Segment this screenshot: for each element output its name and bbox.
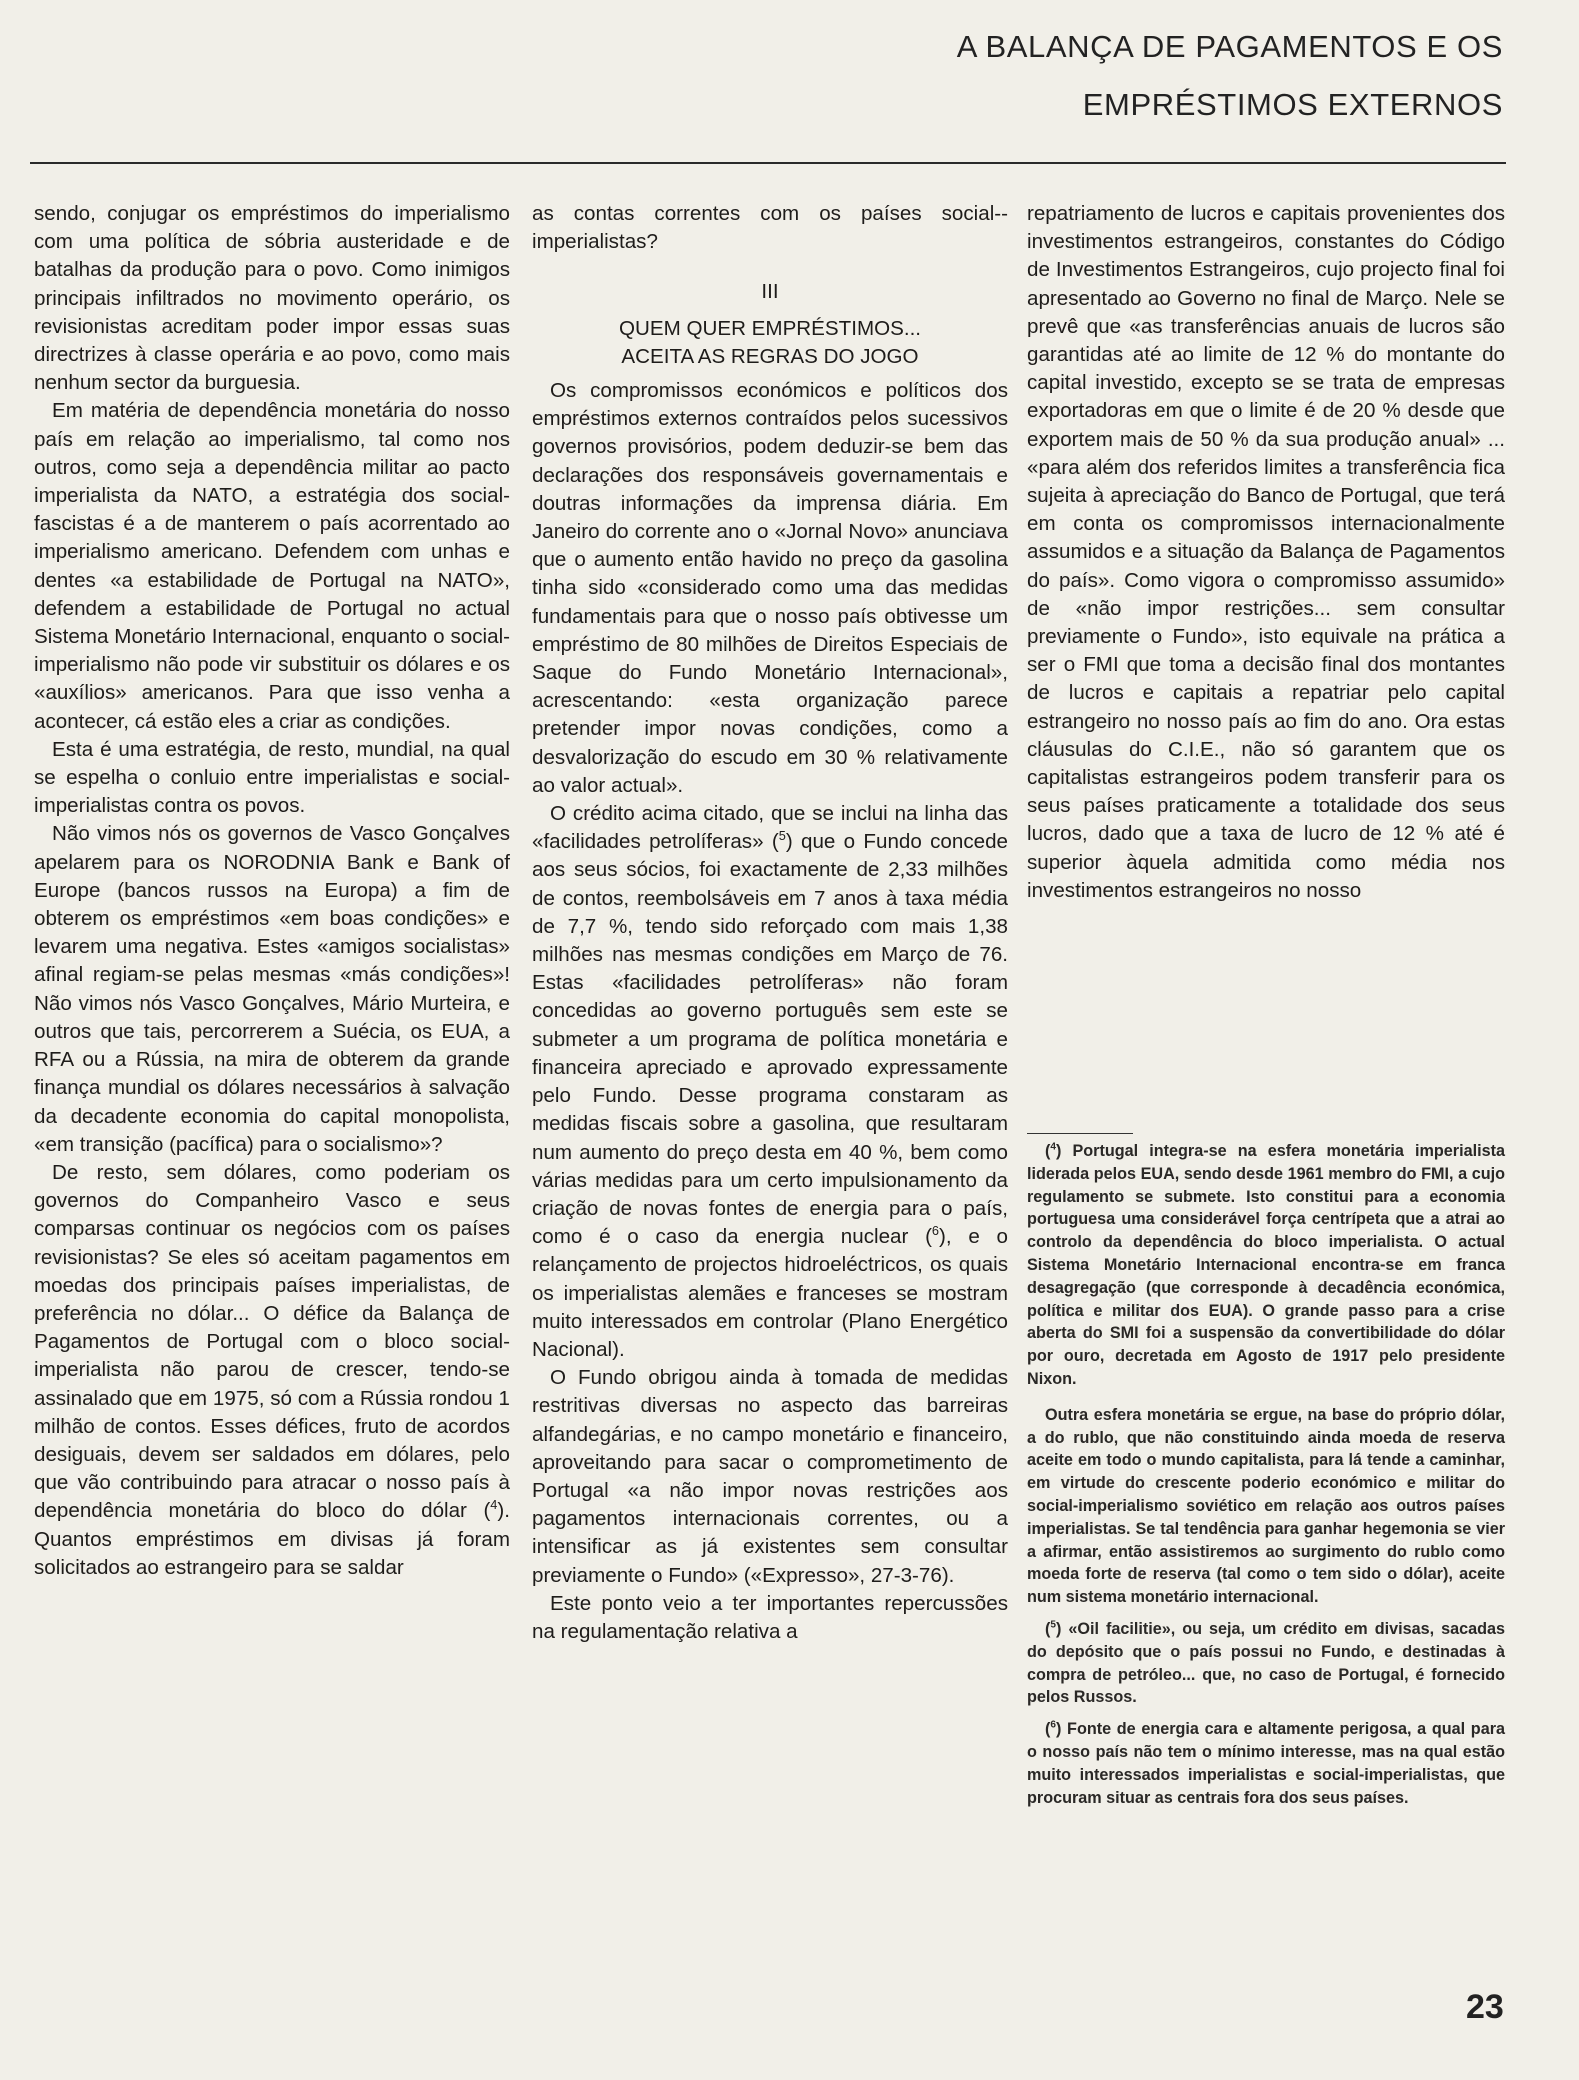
article-title xyxy=(957,18,1503,134)
footnote-rule xyxy=(1027,1133,1133,1134)
paragraph: Os compromissos económicos e políticos dos empréstimos externos contraídos pelos sucessivos governos provisórios, podem deduzir-se bem das declarações dos responsáveis governamentais e doutras informações da imprensa diária. Em Janeiro do corrente ano o «Jornal Novo» anunciava que o aumento então havido no preço da gasolina tinha sido «considerado como uma das medidas fundamentais para que o nosso país obtivesse um empréstimo de 80 milhões de Direitos Especiais de Saque do Fundo Monetário Internacional», acrescentando: «esta organização parece pretender impor novas condições, como a desvalorização do escudo em 30 % relativamente ao valor actual». xyxy=(532,379,1008,797)
paragraph: O Fundo obrigou ainda à tomada de medidas restritivas diversas no aspecto das barreiras alfandegárias, e no campo monetário e financeiro, aproveitando para sacar o comprometimento de Portugal «a não impor novas restrições aos pagamentos internacionais correntes, ou a intensificar as já existentes sem consultar previamente o Fundo» («Expresso», 27-3-76). xyxy=(532,1366,1008,1587)
paragraph: sendo, conjugar os empréstimos do imperialismo com uma política de sóbria austeridade e de batalhas da produção para o povo. Como inimigos principais infiltrados no movimento operário, os revisionistas acreditam poder impor essas suas directrizes à classe operária e ao povo, como mais nenhum sector da burguesia. xyxy=(34,202,510,395)
section-title-line-1: QUEM QUER EMPRÉSTIMOS... xyxy=(618,316,922,340)
footnote-4: ($^4$) Portugal integra-se na esfera monetária imperialista liderada pelos EUA, sendo desde 1961 membro do FMI, a cujo regulamento se submete. Isto constitui para a economia portuguesa uma considerável força centrípeta que a atrai ao controlo da dependência do bloco imperialista. O actual Sistema Monetário Internacional encontra-se em franca desagregação (que corresponde à decadência económica, política e militar dos EUA). O grande passo para a crise aberta do SMI foi a suspensão da convertibilidade do dólar por ouro, decretada em Agosto de 1917 pelo presidente Nixon. xyxy=(1027,1141,1505,1388)
column-2 xyxy=(532,200,1008,1646)
article-title-line-1: A BALANÇA DE PAGAMENTOS E OS xyxy=(956,29,1503,64)
paragraph: De resto, sem dólares, como poderiam os governos do Companheiro Vasco e seus comparsas continuar os negócios com os países revisionistas? Se eles só aceitam pagamentos em moedas dos principais países imperialistas, de preferência no dólar... O défice da Balança de Pagamentos de Portugal com o bloco social-imperialista não parou de crescer, tendo-se assinalado que em 1975, só com a Rússia rondou 1 milhão de contos. Esses défices, fruto de acordos desiguais, devem ser saldados em dólares, pelo que vão contribuindo para atracar o nosso país à dependência monetária do bloco do dólar ($^4$). Quantos empréstimos em divisas já foram solicitados ao estrangeiro para se saldar xyxy=(34,1160,510,1579)
footnote-5: ($^5$) «Oil facilitie», ou seja, um crédito em divisas, sacadas do depósito que o país possui no Fundo, e destinadas à compra de petróleo... que, no caso de Portugal, é fornecido pelos Russos. xyxy=(1027,1619,1505,1707)
section-title-line-2: ACEITA AS REGRAS DO JOGO xyxy=(621,344,919,368)
paragraph: O crédito acima citado, que se inclui na linha das «facilidades petrolíferas» ($^5$) que o Fundo concede aos seus sócios, foi exactamente de 2,33 milhões de contos, reembolsáveis em 7 anos à taxa média de 7,7 %, tendo sido reforçado com mais 1,38 milhões nas mesmas condições em Março de 76. Estas «facilidades petrolíferas» não foram concedidas ao governo português sem este se submeter a um programa de política monetária e financeira apreciado e aprovado expressamente pelo Fundo. Desse programa constaram as medidas fiscais sobre a gasolina, que resultaram num aumento do preço desta em 40 %, bem como várias medidas para um certo impulsionamento da criação de novas fontes de energia para o país, como é o caso da energia nuclear ($^6$), e o relançamento de projectos hidroeléctricos, os quais os imperialistas alemães e franceses se mostram muito interessados em controlar (Plano Energético Nacional). xyxy=(532,802,1008,1361)
column-3 xyxy=(1027,200,1505,905)
footnote-6: ($^6$) Fonte de energia cara e altamente perigosa, a qual para o nosso país não tem o mínimo interesse, mas na qual estão muito interessados imperialistas e social-imperialistas, que procuram situar as centrais fora dos seus países. xyxy=(1027,1719,1505,1807)
column-1 xyxy=(34,200,510,1582)
paragraph: Não vimos nós os governos de Vasco Gonçalves apelarem para os NORODNIA Bank e Bank of Europe (bancos russos na Europa) a fim de obterem os empréstimos «em boas condições» e levarem uma negativa. Estes «amigos socialistas» afinal regiam-se pelas mesmas «más condições»! Não vimos nós Vasco Gonçalves, Mário Murteira, e outros que tais, percorrerem a Suécia, os EUA, a RFA ou a Rússia, na mira de obterem da grande finança mundial os dólares necessários à salvação da decadente economia do capital monopolista, «em transição (pacífica) para o socialismo»? xyxy=(34,822,510,1156)
section-title xyxy=(532,315,1008,371)
section-number: III xyxy=(761,280,779,304)
paragraph: Este ponto veio a ter importantes repercussões na regulamentação relativa a xyxy=(532,1591,1008,1643)
footnotes xyxy=(1027,1140,1505,1818)
paragraph: repatriamento de lucros e capitais provenientes dos investimentos estrangeiros, constantes do Código de Investimentos Estrangeiros, cujo projecto final foi apresentado ao Governo no final de Março. Nele se prevê que «as transferências anuais de lucros são garantidas até ao limite de 12 % do montante do capital investido, excepto se se trata de empresas exportadoras em que o limite é de 20 % desde que exportem mais de 50 % da sua produção anual» ... «para além dos referidos limites a transferência fica sujeita à apreciação do Banco de Portugal, que terá em conta os compromissos internacionalmente assumidos e a situação da Balança de Pagamentos do país». Como vigora o compromisso assumido» de «não impor restrições... sem consultar previamente o Fundo», isto equivale na prática a ser o FMI que toma a decisão final dos montantes de lucros e capitais a repatriar pelo capital estrangeiro no nosso país ao fim do ano. Ora estas cláusulas do C.I.E., não só garantem que os capitalistas estrangeiros podem transferir para os seus países praticamente a totalidade dos seus lucros, dado que a taxa de lucro de 12 % até é superior àquela admitida como média nos investimentos estrangeiros no nosso xyxy=(1027,202,1505,902)
footnote-4-continued: Outra esfera monetária se ergue, na base do próprio dólar, a do rublo, que não constituindo ainda moeda de reserva aceite em todo o mundo capitalista, para lá tende a caminhar, em virtude do crescente poderio económico e militar do social-imperialismo soviético em relação aos outros países imperialistas. Se tal tendência para ganhar hegemonia se vier a afirmar, então assistiremos ao surgimento do rublo como moeda forte de reserva (tal como o tem sido o dólar), aceite num sistema monetário internacional. xyxy=(1027,1405,1505,1607)
paragraph: Esta é uma estratégia, de resto, mundial, na qual se espelha o conluio entre imperialistas e social-imperialistas contra os povos. xyxy=(34,737,510,818)
header-rule xyxy=(30,162,1506,164)
page-number: 23 xyxy=(1466,1988,1504,2026)
paragraph: Em matéria de dependência monetária do nosso país em relação ao imperialismo, tal como nos outros, como seja a dependência militar ao pacto imperialista da NATO, a estratégia dos social-fascistas é a de manterem o país acorrentado ao imperialismo americano. Defendem com unhas e dentes «a estabilidade de Portugal na NATO», defendem a estabilidade de Portugal no actual Sistema Monetário Internacional, enquanto o social-imperialismo não pode vir substituir os dólares e os «auxílios» americanos. Para que isso venha a acontecer, cá estão eles a criar as condições. xyxy=(34,399,510,733)
article-title-line-2: EMPRÉSTIMOS EXTERNOS xyxy=(1082,87,1503,122)
paragraph: as contas correntes com os países social--imperialistas? xyxy=(532,202,1008,254)
